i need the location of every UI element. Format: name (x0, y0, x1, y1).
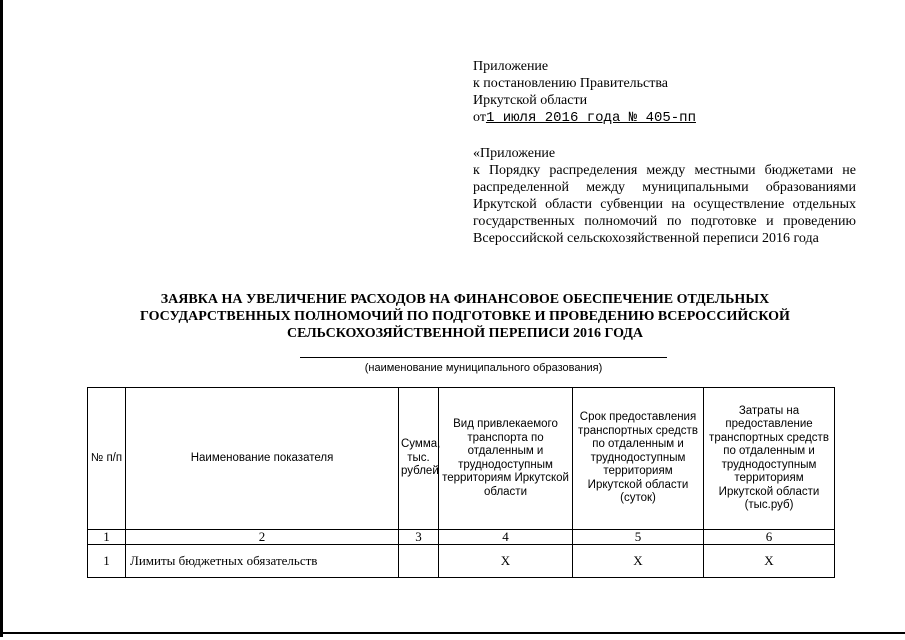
transport-type-cell: Х (439, 545, 573, 578)
column-number: 6 (704, 530, 835, 545)
header-number: № п/п (88, 388, 126, 530)
table-row (88, 545, 835, 578)
municipality-name-line (300, 357, 667, 358)
approval-line-3: Иркутской области (473, 93, 588, 108)
column-number: 1 (88, 530, 126, 545)
approval-date-line (473, 109, 873, 127)
title-line-3: СЕЛЬСКОХОЗЯЙСТВЕННОЙ ПЕРЕПИСИ 2016 ГОДА (286, 326, 644, 341)
appendix-body: к Порядку распределения между местными бюджетами не распределенной между муниципальными образованиями Иркутской области субвенции на осуществление отдельных государственных полномочий по подготовке и проведению Всероссийской сельскохозяйственной переписи 2016 года (473, 163, 856, 246)
municipality-name-caption: (наименование муниципального образования) (364, 362, 603, 374)
header-transport-type: Вид привлекаемого транспорта по отдаленным и труднодоступным территориям Иркутской области (439, 388, 573, 530)
scan-edge-bottom (0, 632, 905, 634)
title-line-1: ЗАЯВКА НА УВЕЛИЧЕНИЕ РАСХОДОВ НА ФИНАНСОВОЕ ОБЕСПЕЧЕНИЕ ОТДЕЛЬНЫХ (160, 292, 770, 307)
transport-period-cell: Х (573, 545, 704, 578)
approval-line-2: к постановлению Правительства (473, 76, 669, 91)
column-number: 4 (439, 530, 573, 545)
approval-block (473, 58, 873, 127)
appendix-first-line: «Приложение (473, 146, 556, 161)
table-header-row (88, 388, 835, 530)
header-indicator-name: Наименование показателя (126, 388, 399, 530)
header-amount: Сумма, тыс. рублей (399, 388, 439, 530)
amount-cell (399, 545, 439, 578)
title-line-2: ГОСУДАРСТВЕННЫХ ПОЛНОМОЧИЙ ПО ПОДГОТОВКЕ И ПРОВЕДЕНИЮ ВСЕРОССИЙСКОЙ (140, 309, 790, 324)
approval-date-value: 1 июля 2016 года № 405-пп (485, 110, 696, 126)
transport-costs-cell: Х (704, 545, 835, 578)
appendix-block (473, 145, 856, 247)
column-number: 2 (126, 530, 399, 545)
column-number: 5 (573, 530, 704, 545)
indicator-name-cell: Лимиты бюджетных обязательств (126, 545, 399, 578)
scan-edge-left (0, 0, 3, 637)
row-number-cell: 1 (88, 545, 126, 578)
header-transport-period: Срок предоставления транспортных средств по отдаленным и труднодоступным территориям Иркутской области (суток) (573, 388, 704, 530)
document-title (95, 291, 835, 342)
approval-date-prefix: от (473, 110, 486, 125)
request-table (87, 387, 835, 578)
column-number: 3 (399, 530, 439, 545)
column-number-row (88, 530, 835, 545)
header-transport-costs: Затраты на предоставление транспортных средств по отдаленным и труднодоступным территориям Иркутской области (тыс.руб) (704, 388, 835, 530)
approval-line-1: Приложение (473, 59, 549, 74)
